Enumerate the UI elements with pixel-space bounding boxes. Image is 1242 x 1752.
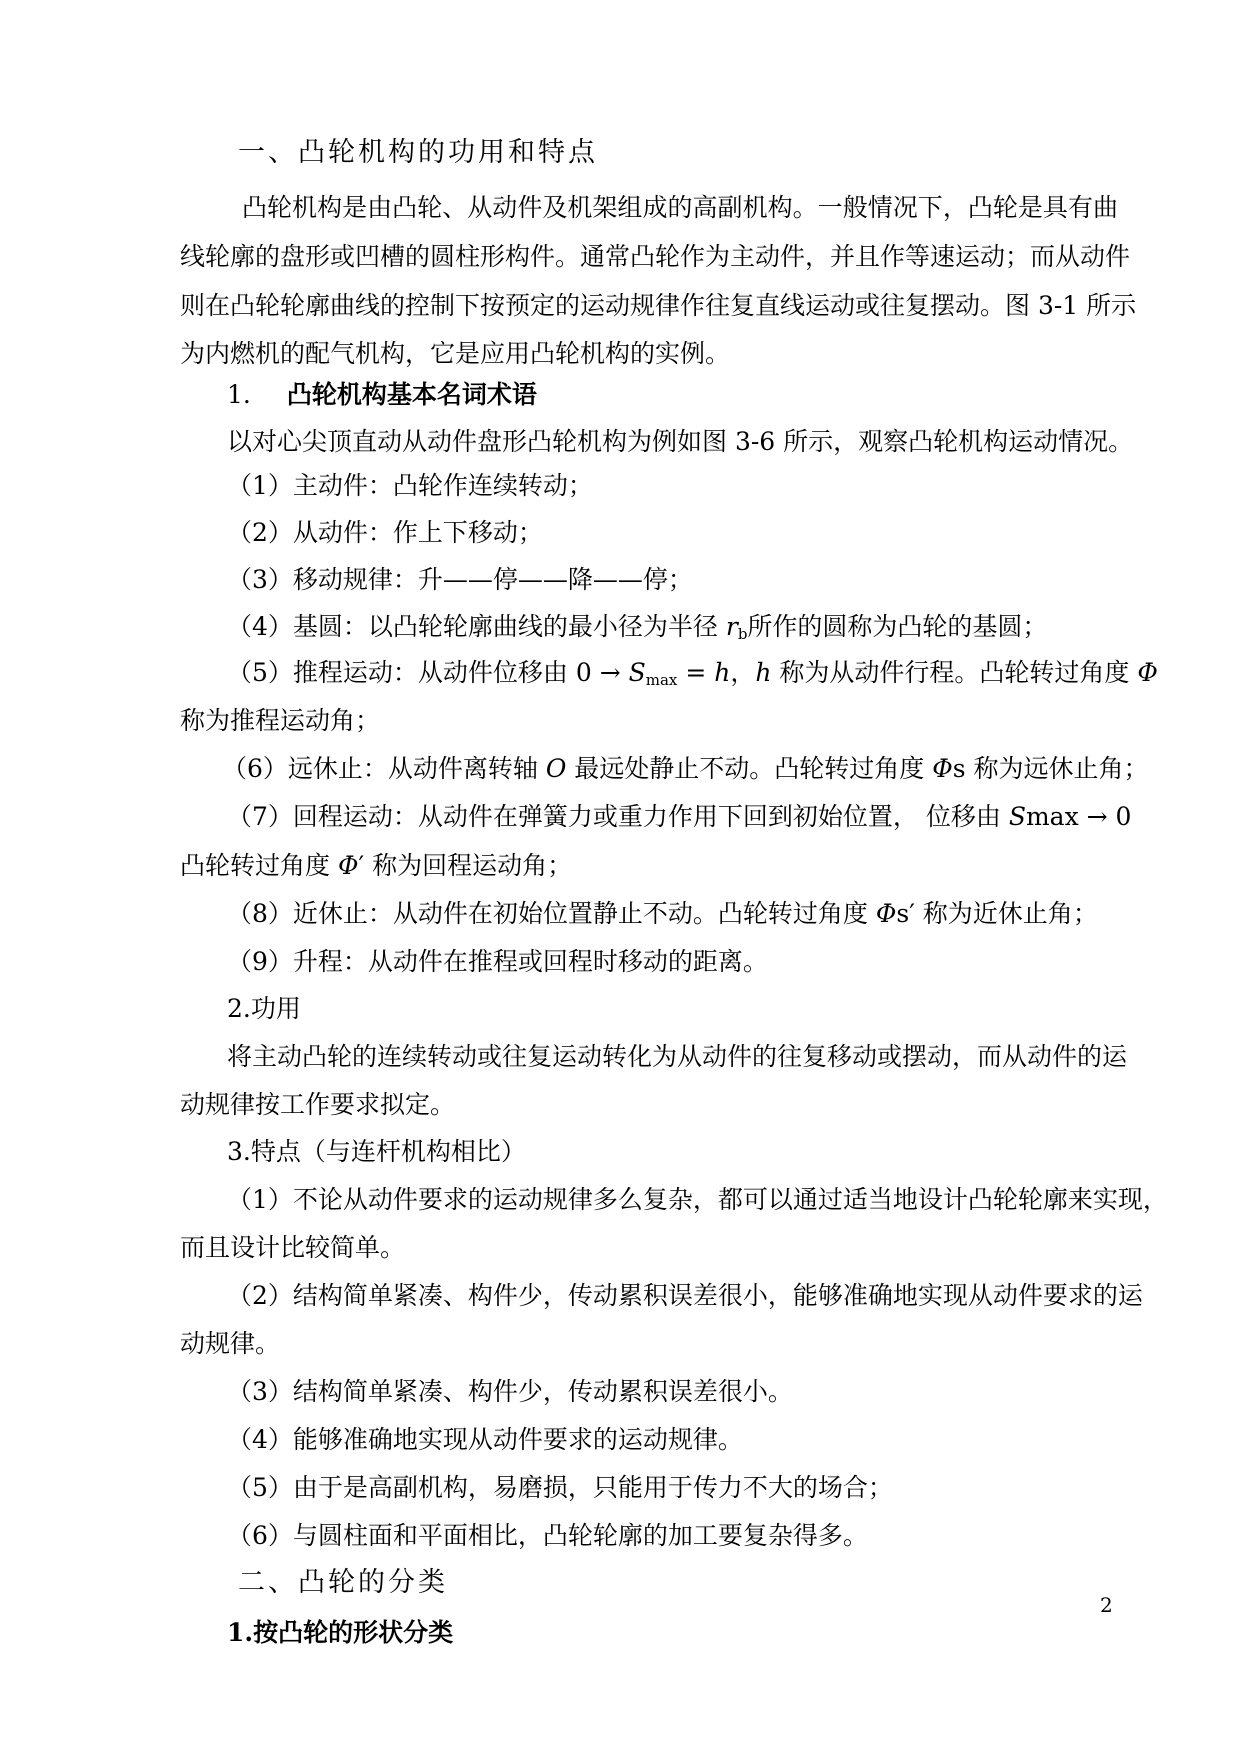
term-4-sub: b bbox=[737, 625, 748, 643]
page-number: 2 bbox=[1100, 1593, 1113, 1617]
feat-heading: 3.特点（与连杆机构相比） bbox=[227, 1137, 526, 1166]
term-4-var: r bbox=[725, 612, 738, 641]
section1-title: 一、凸轮机构的功用和特点 bbox=[238, 137, 598, 168]
term-6 bbox=[222, 752, 1160, 786]
term-7-text-c: 凸轮转过角度 bbox=[180, 851, 338, 880]
term-5-mid: ， bbox=[730, 658, 756, 687]
feat-5: （5）由于是高副机构，易磨损，只能用于传力不大的场合； bbox=[227, 1473, 893, 1502]
feat-1-line-1: （1）不论从动件要求的运动规律多么复杂，都可以通过适当地设计凸轮轮廓来实现， bbox=[227, 1185, 1168, 1214]
term-7-S: S bbox=[1008, 802, 1026, 831]
func-heading: 2.功用 bbox=[227, 994, 301, 1023]
term-6-text-b: 最远处静止不动。凸轮转过角度 bbox=[566, 754, 933, 783]
term-7-cont bbox=[180, 849, 1118, 883]
section2-title: 二、凸轮的分类 bbox=[238, 1567, 448, 1598]
term-5 bbox=[227, 656, 1165, 690]
term-4-text-a: （4）基圆：以凸轮轮廓曲线的最小径为半径 bbox=[227, 612, 726, 641]
feat-1-line-2: 而且设计比较简单。 bbox=[180, 1233, 406, 1262]
term-8-text-b: s′ 称为近休止角； bbox=[896, 899, 1098, 928]
intro-line-2: 线轮廓的盘形或凹槽的圆柱形构件。通常凸轮作为主动件，并且作等速运动；而从动件 bbox=[180, 242, 1131, 271]
term-8-text-a: （8）近休止：从动件在初始位置静止不动。凸轮转过角度 bbox=[227, 899, 876, 928]
term-5-cont: 称为推程运动角； bbox=[180, 706, 381, 735]
intro-line-4: 为内燃机的配气机构，它是应用凸轮机构的实例。 bbox=[180, 339, 731, 368]
term-6-phi: Φ bbox=[932, 754, 953, 783]
term-5-h1: h bbox=[714, 658, 731, 687]
term-6-O: O bbox=[545, 754, 567, 783]
term-8 bbox=[227, 897, 1165, 931]
feat-2-line-1: （2）结构简单紧凑、构件少，传动累积误差很小，能够准确地实现从动件要求的运 bbox=[227, 1281, 1143, 1310]
intro-line-1: 凸轮机构是由凸轮、从动件及机架组成的高副机构。一般情况下，凸轮是具有曲 bbox=[242, 193, 1118, 222]
term-8-phi: Φ bbox=[875, 899, 897, 928]
term-heading bbox=[227, 378, 1165, 412]
term-heading-number: 1. bbox=[227, 380, 251, 409]
term-6-text-a: （6）远休止：从动件离转轴 bbox=[222, 754, 546, 783]
term-1: （1）主动件：凸轮作连续转动； bbox=[227, 471, 593, 500]
term-4-text-b: 所作的圆称为凸轮的基圆； bbox=[747, 612, 1048, 641]
term-2: （2）从动件：作上下移动； bbox=[227, 518, 543, 547]
feat-2-line-2: 动规律。 bbox=[180, 1329, 281, 1358]
feat-4: （4）能够准确地实现从动件要求的运动规律。 bbox=[227, 1425, 743, 1454]
term-5-sub: max bbox=[645, 671, 678, 689]
intro-line-3: 则在凸轮轮廓曲线的控制下按预定的运动规律作往复直线运动或往复摆动。图 3-1 所示 bbox=[180, 291, 1137, 320]
func-line-2: 动规律按工作要求拟定。 bbox=[180, 1090, 456, 1119]
term-6-text-c: s 称为远休止角； bbox=[952, 754, 1149, 783]
term-7 bbox=[227, 800, 1165, 834]
term-5-S: S bbox=[628, 658, 646, 687]
term-7-text-d: ′ 称为回程运动角； bbox=[358, 851, 573, 880]
feat-3: （3）结构简单紧凑、构件少，传动累积误差很小。 bbox=[227, 1377, 793, 1406]
term-7-text-a: （7）回程运动：从动件在弹簧力或重力作用下回到初始位置， 位移由 bbox=[227, 802, 1009, 831]
term-intro: 以对心尖顶直动从动件盘形凸轮机构为例如图 3-6 所示，观察凸轮机构运动情况。 bbox=[227, 427, 1134, 456]
term-3: （3）移动规律：升——停——降——停； bbox=[227, 565, 693, 594]
term-5-text-a: （5）推程运动：从动件位移由 0 → bbox=[227, 658, 629, 687]
term-5-text-b: 称为从动件行程。凸轮转过角度 bbox=[771, 658, 1138, 687]
feat-6: （6）与圆柱面和平面相比，凸轮轮廓的加工要复杂得多。 bbox=[227, 1521, 868, 1550]
term-5-phi: Φ bbox=[1137, 658, 1158, 687]
term-7-text-b: max → 0 bbox=[1025, 802, 1132, 831]
term-5-eq: = bbox=[677, 658, 715, 687]
term-7-phi: Φ bbox=[337, 851, 359, 880]
term-9: （9）升程：从动件在推程或回程时移动的距离。 bbox=[227, 947, 768, 976]
term-5-h2: h bbox=[755, 658, 772, 687]
term-4 bbox=[227, 610, 1165, 644]
class-heading: 1.按凸轮的形状分类 bbox=[227, 1618, 454, 1647]
term-heading-text: 凸轮机构基本名词术语 bbox=[286, 380, 537, 409]
func-line-1: 将主动凸轮的连续转动或往复运动转化为从动件的往复移动或摆动，而从动件的运 bbox=[227, 1042, 1128, 1071]
